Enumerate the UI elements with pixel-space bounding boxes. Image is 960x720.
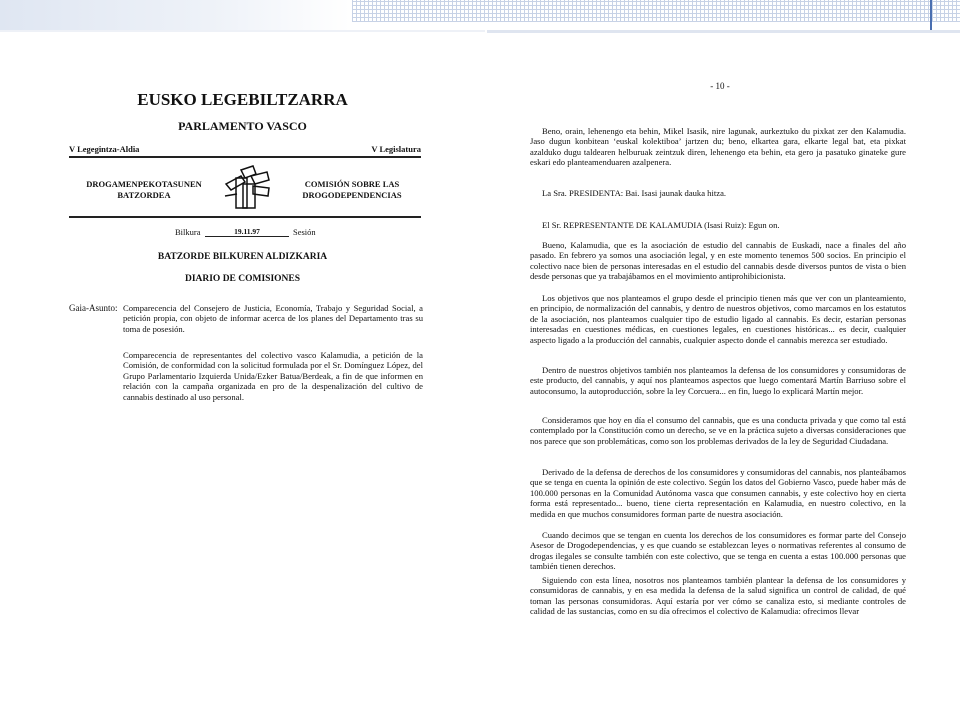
transcript-paragraph: Siguiendo con esta línea, nosotros nos planteamos también plantear la defensa de los consumidores y consumidoras de cannabis, y en esa medida la defensa de la salud significa un control de calidad, de qué toman las personas consumidoras. Aquí estaría por ver cómo se canaliza esto, si mediante controles de calidad de las sustancias, como en su día ofrecimos el colectivo de Kalamudia: ofrecimos llevar [530,575,906,617]
parliament-emblem-icon [223,164,273,209]
session-date: 19.11.97 [205,227,289,237]
parliament-title-eu: EUSKO LEGEBILTZARRA [137,90,348,109]
commission-eu-line: DROGAMENPEKOTASUNEN [86,179,202,189]
session-label-es: Sesión [293,227,316,237]
transcript-paragraph: Bueno, Kalamudia, que es la asociación de estudio del cannabis de Euskadi, nace a finales del año pasado. En febrero ya somos una asociación legal, y en este momento tenemos 500 socios. En principio el colectivo nace bien de personas interesadas en el estudio del cannabis desde diversos puntos de vista o bien desde personas que ya trabajábamos en el movimiento antiprohibicionista. [530,240,906,282]
cover-page [55,80,430,440]
header-rule-top [69,156,421,158]
subject-paragraph: Comparecencia del Consejero de Justicia, Economía, Trabajo y Seguridad Social, a petición propia, con objeto de informar acerca de los planes del Departamento tras su toma de posesión. [123,303,423,334]
decorative-header-band [0,0,960,40]
transcript-paragraph: Derivado de la defensa de derechos de los consumidores y consumidoras del cannabis, nos planteábamos que se tenga en cuenta la opinión de este colectivo. Según los datos del Gobierno Vasco, puede haber más de 100.000 personas en la Comunidad Autónoma vasca que consumen cannabis, y este colectivo hoy en cierta forma está representado... bueno, tiene cierta representación en Kalamudia, en nuestro colectivo, en la medida en que muchos consumidores forman parte de nuestra asociación. [530,467,906,519]
legislature-es: V Legislatura [371,144,421,154]
parliament-title-es: PARLAMENTO VASCO [178,119,307,133]
transcript-paragraph: Beno, orain, lehenengo eta behin, Mikel Isasik, nire lagunak, aurkeztuko du pixkat zer den Kalamudia. Jaso dugun konbitean ‘euskal kolektiboa’ jartzen du; beno, elkartea gara, elkarte legal bat, eta pixkat azalduko dugu taldearen helburuak zeintzuk diren, lehenengo eta behin, eta gero ja pasatuko ginateke gure eskari edo planteamenduaren azalpenera. [530,126,906,168]
header-grid-pattern [352,0,960,22]
commission-es-line: DROGODEPENDENCIAS [302,190,402,200]
header-accent-line [930,0,932,30]
transcript-paragraph: Los objetivos que nos planteamos el grupo desde el principio tienen más que ver con un planteamiento, en principio, de normalización del cannabis, y dentro de nuestros objetivos, como marcamos en los estatutos de la asociación, nos planteamos cualquier tipo de estudio ligado al cannabis. Es decir, estarían personas interesadas en cuestiones médicas, en cuestiones legales, en cuestiones históricas... es decir, cualquier aspecto ligado a la producción del cannabis, cualquier aspecto donde el cannabis merezca ser estudiado. [530,293,906,345]
diary-title-es: DIARIO DE COMISIONES [184,274,301,284]
page-number: - 10 - [710,81,730,91]
header-rule-bottom [69,216,421,218]
transcript-paragraph: La Sra. PRESIDENTA: Bai. Isasi jaunak dauka hitza. [542,188,727,198]
transcript-page [530,78,910,628]
commission-eu-line: BATZORDEA [117,190,171,200]
subject-paragraph: Comparecencia de representantes del colectivo vasco Kalamudia, a petición de la Comisión, de conformidad con la solicitud formulada por el Sr. Domínguez López, del Grupo Parlamentario Izquierda Unida/Ezker Batua/Berdeak, a fin de que informen en relación con la campaña organizada en pro de la despenalización del cultivo de cannabis destinado al uso personal. [123,350,423,402]
session-label-eu: Bilkura [175,227,201,237]
commission-name-es [277,179,427,201]
transcript-paragraph: Cuando decimos que se tengan en cuenta los derechos de los consumidores es formar parte del Consejo Asesor de Drogodependencias, y es que cuando se establezcan leyes o normativas referentes al consumo de drogas ilegales se consulte también con este colectivo, que se tenga en cuenta a estas 100.000 personas que también tienen derechos. [530,530,906,572]
header-strip [487,30,960,33]
header-gradient [0,0,350,30]
transcript-paragraph: Consideramos que hoy en día el consumo del cannabis, que es una conducta privada y que como tal está contemplado por la Constitución como un derecho, se ve en la práctica sujeto a diversas consideraciones que nos parece que son problemáticas, como son los problemas derivados de la ley de Seguridad Ciudadana. [530,415,906,446]
transcript-paragraph: Dentro de nuestros objetivos también nos planteamos la defensa de los consumidores y consumidoras de este producto, del cannabis, y aquí nos planteamos aspectos que luego comentará Martín Barriuso sobre el autoconsumo, la autoproducción, sobre la ley Corcuera... en fin, luego lo explicará Martín mejor. [530,365,906,396]
header-strip [0,30,485,32]
subject-label: Gaia-Asunto: [69,303,118,313]
commission-name-eu [69,179,219,201]
diary-title-eu: BATZORDE BILKUREN ALDIZKARIA [157,252,328,262]
transcript-paragraph: El Sr. REPRESENTANTE DE KALAMUDIA (Isasi Ruiz): Egun on. [542,220,780,230]
commission-es-line: COMISIÓN SOBRE LAS [304,179,400,189]
legislature-eu: V Legegintza-Aldia [69,144,140,154]
